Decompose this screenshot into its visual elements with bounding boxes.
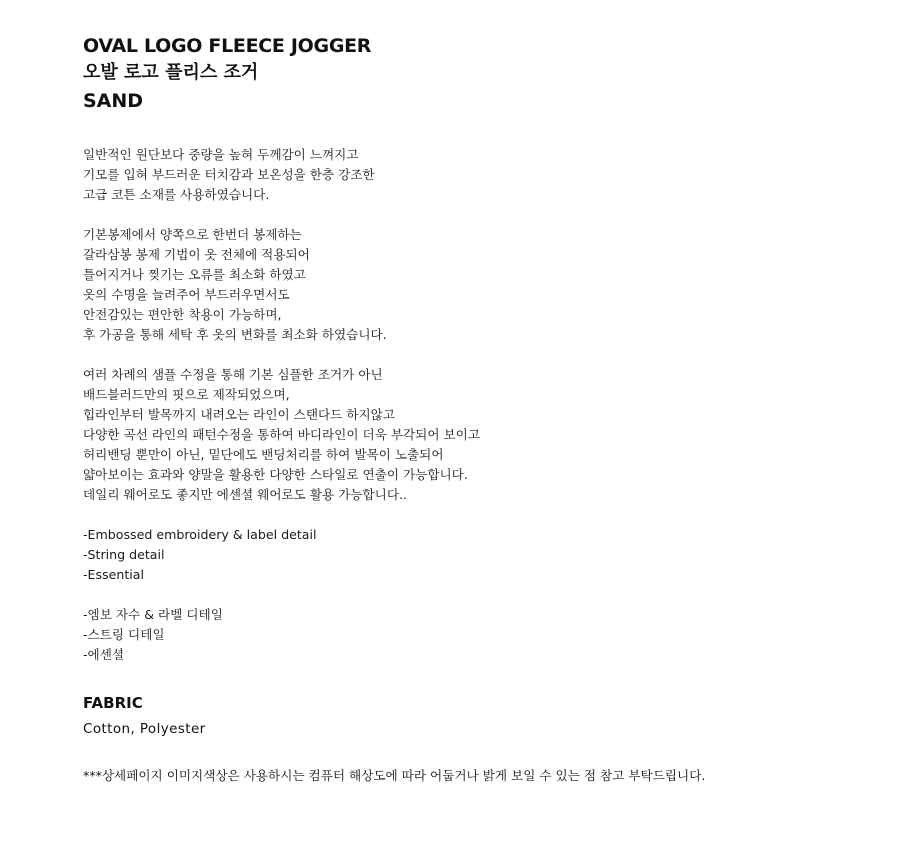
description-paragraph	[83, 145, 883, 205]
feature-item: -Embossed embroidery & label detail	[83, 527, 317, 542]
feature-item: -스트링 디테일	[83, 627, 165, 642]
description-line: 일반적인 원단보다 중량을 높혀 두께감이 느껴지고	[83, 147, 359, 162]
description-line: 다양한 곡선 라인의 패턴수정을 통하여 바디라인이 더욱 부각되어 보이고	[83, 427, 480, 442]
product-title-en: OVAL LOGO FLEECE JOGGER	[83, 35, 372, 57]
feature-item: -에센셜	[83, 647, 125, 662]
description-line: 데일리 웨어로도 좋지만 에센셜 웨어로도 활용 가능합니다..	[83, 487, 407, 502]
product-detail	[83, 34, 883, 786]
description-line: 배드블러드만의 핏으로 제작되었으며,	[83, 387, 290, 402]
fabric-heading: FABRIC	[83, 694, 143, 712]
description-line: 틀어지거나 찢기는 오류를 최소화 하였고	[83, 267, 306, 282]
feature-item: -String detail	[83, 547, 165, 562]
description-line: 기본봉제에서 양쪽으로 한번더 봉제하는	[83, 227, 302, 242]
description-line: 안전감있는 편안한 착용이 가능하며,	[83, 307, 282, 322]
description-paragraph	[83, 365, 883, 505]
description-line: 허리밴딩 뿐만이 아닌, 밑단에도 밴딩처리를 하여 발목이 노출되어	[83, 447, 444, 462]
product-description	[83, 145, 883, 665]
description-line: 갈라삼봉 봉제 기법이 옷 전체에 적용되어	[83, 247, 310, 262]
feature-list-ko	[83, 605, 883, 665]
color-notice: ***상세페이지 이미지색상은 사용하시는 컴퓨터 해상도에 따라 어둡거나 밝게 보일 수 있는 점 참고 부탁드립니다.	[83, 768, 706, 783]
description-line: 후 가공을 통해 세탁 후 옷의 변화를 최소화 하였습니다.	[83, 327, 387, 342]
description-line: 여러 차례의 샘플 수정을 통해 기본 심플한 조거가 아닌	[83, 367, 383, 382]
description-paragraph	[83, 225, 883, 345]
description-line: 고급 코튼 소재를 사용하였습니다.	[83, 187, 270, 202]
description-line: 옷의 수명을 늘려주어 부드러우면서도	[83, 287, 290, 302]
description-line: 힙라인부터 발목까지 내려오는 라인이 스탠다드 하지않고	[83, 407, 395, 422]
feature-item: -Essential	[83, 567, 145, 582]
product-color-name: SAND	[83, 90, 144, 112]
product-title-ko: 오발 로고 플리스 조거	[83, 62, 259, 83]
fabric-value: Cotton, Polyester	[83, 721, 206, 737]
fabric-section	[83, 693, 883, 739]
feature-item: -엠보 자수 & 라벨 디테일	[83, 607, 223, 622]
description-line: 얇아보이는 효과와 양말을 활용한 다양한 스타일로 연출이 가능합니다.	[83, 467, 468, 482]
description-line: 기모를 입혀 부드러운 터치감과 보온성을 한층 강조한	[83, 167, 375, 182]
feature-list-en	[83, 525, 883, 585]
